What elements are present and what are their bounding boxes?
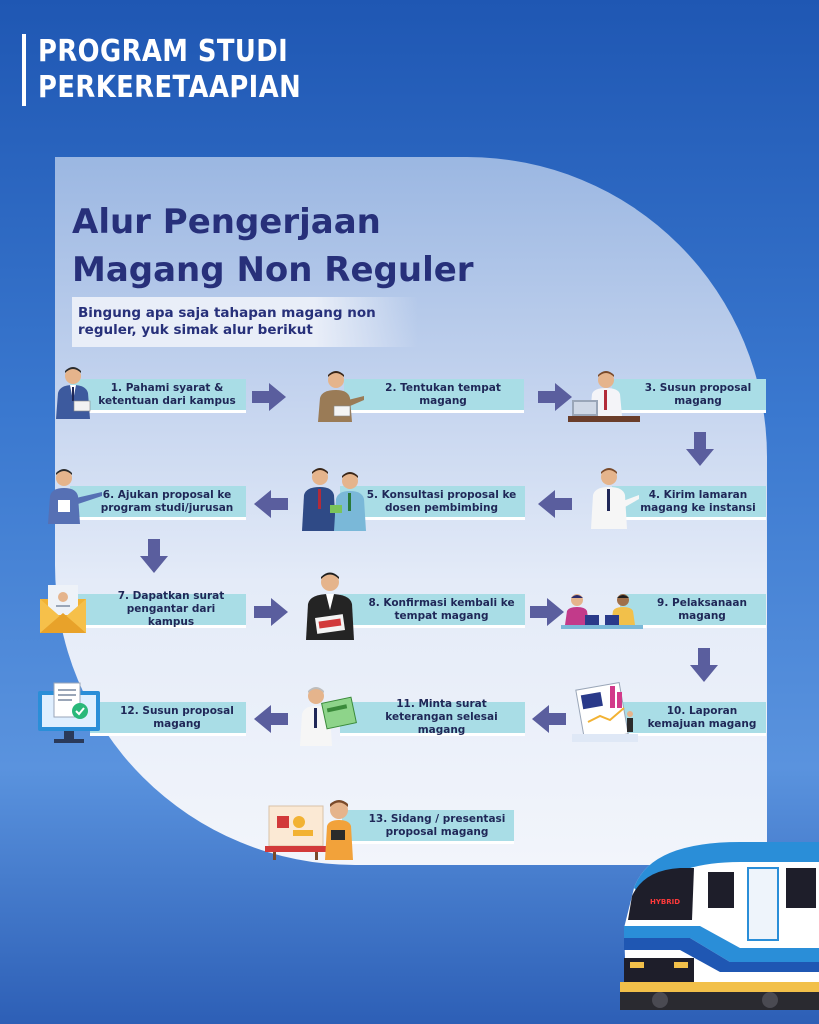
step-11 bbox=[340, 698, 525, 742]
step-12-label: 12. Susun proposal magang bbox=[120, 704, 234, 730]
step-2-label: 2. Tentukan tempat magang bbox=[385, 381, 501, 407]
step-12 bbox=[90, 702, 246, 742]
step-13-label: 13. Sidang / presentasi proposal magang bbox=[368, 812, 506, 838]
arrow-down-icon bbox=[138, 539, 170, 573]
person-reading-icon bbox=[50, 365, 96, 421]
arrow-down-icon bbox=[688, 648, 720, 682]
step-11-label: 11. Minta surat keterangan selesai magang bbox=[385, 698, 498, 736]
step-8 bbox=[340, 594, 525, 634]
arrow-right-icon bbox=[530, 596, 564, 628]
subtitle: Bingung apa saja tahapan magang non reguler, yuk simak alur berikut bbox=[72, 297, 418, 347]
arrow-down-icon bbox=[684, 432, 716, 466]
step-2 bbox=[344, 379, 524, 419]
step-4-label: 4. Kirim lamaran magang ke instansi bbox=[640, 488, 756, 514]
person-laptop-icon bbox=[568, 370, 642, 426]
step-8-label: 8. Konfirmasi kembali ke tempat magang bbox=[368, 596, 515, 622]
step-3-label: 3. Susun proposal magang bbox=[644, 381, 752, 407]
arrow-right-icon bbox=[538, 381, 572, 413]
step-7 bbox=[78, 590, 246, 634]
arrow-left-icon bbox=[538, 488, 572, 520]
presentation-board-icon bbox=[265, 796, 357, 860]
person-certificate-icon bbox=[298, 686, 358, 746]
title-line-2: Magang Non Reguler bbox=[72, 250, 474, 290]
person-presenting-icon bbox=[44, 466, 104, 526]
step-1-label: 1. Pahami syarat & ketentuan dari kampus bbox=[98, 381, 236, 407]
arrow-right-icon bbox=[252, 381, 286, 413]
arrow-left-icon bbox=[254, 488, 288, 520]
step-6-label: 6. Ajukan proposal ke program studi/jurusan bbox=[100, 488, 234, 514]
step-10-label: 10. Laporan kemajuan magang bbox=[647, 704, 757, 730]
report-chart-icon bbox=[570, 682, 642, 748]
person-holding-sign-icon bbox=[304, 570, 356, 640]
step-13 bbox=[342, 810, 514, 850]
step-9-label: 9. Pelaksanaan magang bbox=[657, 596, 747, 622]
arrow-right-icon bbox=[254, 596, 288, 628]
person-pointing-icon bbox=[314, 368, 366, 424]
arrow-left-icon bbox=[532, 703, 566, 735]
title-line-1: Alur Pengerjaan bbox=[72, 202, 381, 242]
arrow-left-icon bbox=[254, 703, 288, 735]
train-icon bbox=[620, 838, 819, 1010]
train-sign: HYBRID bbox=[650, 898, 681, 906]
team-working-icon bbox=[561, 591, 643, 633]
brand-line-2: PERKERETAAPIAN bbox=[38, 70, 302, 105]
person-phone-icon bbox=[585, 465, 641, 529]
brand-line-1: PROGRAM STUDI bbox=[38, 34, 289, 69]
envelope-letter-icon bbox=[38, 583, 88, 635]
step-7-label: 7. Dapatkan surat pengantar dari kampus bbox=[117, 590, 225, 628]
brand-block bbox=[22, 34, 344, 106]
monitor-check-icon bbox=[36, 681, 102, 745]
two-people-handshake-icon bbox=[300, 465, 372, 533]
page-title bbox=[72, 198, 474, 294]
step-5-label: 5. Konsultasi proposal ke dosen pembimbing bbox=[366, 488, 517, 514]
step-1 bbox=[70, 379, 246, 419]
